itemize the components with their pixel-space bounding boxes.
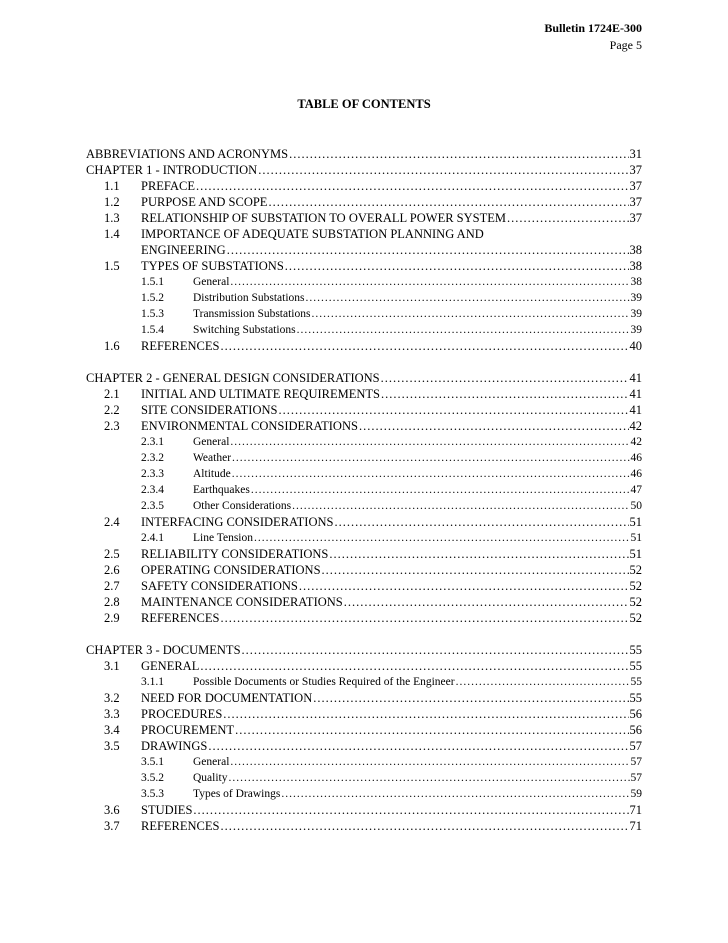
toc-entry-number: 2.3.2	[141, 452, 164, 464]
toc-entry-title: CHAPTER 2 - GENERAL DESIGN CONSIDERATIONS	[86, 371, 380, 385]
section-gap	[86, 626, 642, 642]
toc-entry-title: Line Tension	[193, 532, 253, 544]
toc-entry-number: 2.1	[104, 387, 120, 401]
toc-entry-number: 3.2	[104, 691, 120, 705]
dot-leader	[251, 482, 630, 498]
toc-entry[interactable]	[86, 466, 642, 482]
toc-entry-page: 38	[629, 259, 642, 273]
dot-leader	[232, 450, 629, 466]
dot-leader	[268, 194, 628, 210]
toc-entry-title: Transmission Substations	[193, 308, 311, 320]
toc-entry-page: 56	[629, 707, 642, 721]
toc-entry[interactable]	[86, 722, 642, 738]
dot-leader	[292, 498, 629, 514]
toc-entry-number: 1.5.1	[141, 276, 164, 288]
toc-entry-page: 56	[629, 723, 642, 737]
toc-entry-page: 57	[630, 772, 642, 784]
toc-entry-page: 41	[629, 403, 642, 417]
toc-entry-title: REFERENCES	[141, 339, 220, 353]
dot-leader	[254, 530, 630, 546]
toc-entry[interactable]	[86, 802, 642, 818]
toc-entry-number: 2.9	[104, 611, 120, 625]
toc-entry-number: 1.5.4	[141, 324, 164, 336]
toc-entry-title: ENVIRONMENTAL CONSIDERATIONS	[141, 419, 358, 433]
toc-entry[interactable]	[86, 194, 642, 210]
dot-leader	[230, 274, 629, 290]
toc-entry-page: 39	[630, 324, 642, 336]
dot-leader	[334, 514, 628, 530]
toc-entry-title: Weather	[193, 452, 232, 464]
toc-entry-title: PROCUREMENT	[141, 723, 235, 737]
toc-entry-title: STUDIES	[141, 803, 193, 817]
toc-entry-title: Types of Drawings	[193, 788, 281, 800]
toc-entry[interactable]	[86, 786, 642, 802]
toc-entry[interactable]	[86, 146, 642, 162]
toc-entry-number: 1.1	[104, 179, 120, 193]
dot-leader	[227, 242, 629, 258]
toc-entry-title: SITE CONSIDERATIONS	[141, 403, 278, 417]
toc-entry-title: General	[193, 756, 230, 768]
dot-leader	[242, 642, 629, 658]
toc-entry-title: CHAPTER 1 - INTRODUCTION	[86, 163, 258, 177]
toc-entry[interactable]	[86, 386, 642, 402]
toc-entry-continuation[interactable]	[86, 242, 642, 258]
dot-leader	[381, 386, 629, 402]
toc-entry-title: ABBREVIATIONS AND ACRONYMS	[86, 147, 289, 161]
toc-entry-page: 71	[629, 803, 642, 817]
toc-entry-title: Earthquakes	[193, 484, 250, 496]
toc-entry-page: 71	[629, 819, 642, 833]
toc-entry[interactable]	[86, 370, 642, 386]
toc-entry-number: 3.5.2	[141, 772, 164, 784]
section-gap	[86, 354, 642, 370]
toc-entry-number: 2.4	[104, 515, 120, 529]
toc-entry-number: 1.2	[104, 195, 120, 209]
dot-leader	[381, 370, 629, 386]
toc-entry-number: 3.7	[104, 819, 120, 833]
toc-entry-title: PURPOSE AND SCOPE	[141, 195, 268, 209]
toc-entry-number: 1.5	[104, 259, 120, 273]
toc-entry[interactable]	[86, 562, 642, 578]
dot-leader	[299, 578, 629, 594]
dot-leader	[200, 658, 628, 674]
toc-entry[interactable]	[86, 290, 642, 306]
dot-leader	[289, 146, 628, 162]
toc-entry-title: RELATIONSHIP OF SUBSTATION TO OVERALL POWER SYSTEM	[141, 211, 506, 225]
toc-entry-page: 47	[630, 484, 642, 496]
toc-entry-title: INITIAL AND ULTIMATE REQUIREMENTS	[141, 387, 380, 401]
toc-entry-number: 2.8	[104, 595, 120, 609]
toc-entry-page: 31	[629, 147, 642, 161]
dot-leader	[456, 674, 630, 690]
toc-entry-page: 52	[629, 579, 642, 593]
toc-entry[interactable]	[86, 546, 642, 562]
toc-entry[interactable]	[86, 690, 642, 706]
toc-entry-number: 3.1.1	[141, 676, 164, 688]
toc-entry-title: TYPES OF SUBSTATIONS	[141, 259, 284, 273]
toc-entry-title: Distribution Substations	[193, 292, 305, 304]
toc-entry-number: 2.3.5	[141, 500, 164, 512]
toc-entry-number: 1.5.3	[141, 308, 164, 320]
dot-leader	[221, 610, 629, 626]
toc-entry-page: 37	[629, 211, 642, 225]
toc-entry-title: General	[193, 436, 230, 448]
toc-entry-title: REFERENCES	[141, 611, 220, 625]
toc-entry[interactable]	[86, 274, 642, 290]
toc-entry-title: REFERENCES	[141, 819, 220, 833]
dot-leader	[322, 562, 629, 578]
toc-entry-page: 46	[630, 452, 642, 464]
toc-entry-title: INTERFACING CONSIDERATIONS	[141, 515, 334, 529]
toc-entry-title: RELIABILITY CONSIDERATIONS	[141, 547, 329, 561]
dot-leader	[223, 706, 628, 722]
toc-entry[interactable]	[86, 258, 642, 274]
toc-entry-page: 41	[629, 387, 642, 401]
toc-entry-title: PREFACE	[141, 179, 195, 193]
page-number: Page 5	[609, 38, 642, 52]
toc-entry-number: 2.3.4	[141, 484, 164, 496]
toc-entry[interactable]	[86, 482, 642, 498]
dot-leader	[235, 722, 628, 738]
toc-entry[interactable]	[86, 754, 642, 770]
toc-entry-number: 3.3	[104, 707, 120, 721]
toc-entry-title: Altitude	[193, 468, 231, 480]
toc-entry-page: 37	[629, 179, 642, 193]
dot-leader	[230, 434, 629, 450]
toc-entry-page: 57	[630, 756, 642, 768]
dot-leader	[313, 690, 628, 706]
toc-entry[interactable]	[86, 578, 642, 594]
toc-entry-number: 3.5	[104, 739, 120, 753]
toc-entry[interactable]	[86, 514, 642, 530]
bulletin-number: Bulletin 1724E-300	[544, 21, 642, 35]
toc-entry-number: 3.6	[104, 803, 120, 817]
dot-leader	[208, 738, 628, 754]
toc-entry-page: 55	[629, 643, 642, 657]
toc-entry[interactable]	[86, 818, 642, 834]
toc-entry-page: 39	[630, 308, 642, 320]
toc-entry[interactable]	[86, 450, 642, 466]
toc-entry-number: 3.5.1	[141, 756, 164, 768]
toc-entry-number: 1.4	[104, 227, 120, 241]
toc-entry-title: IMPORTANCE OF ADEQUATE SUBSTATION PLANNING AND	[141, 227, 484, 241]
toc-entry-number: 2.6	[104, 563, 120, 577]
dot-leader	[329, 546, 628, 562]
toc-entry-number: 2.7	[104, 579, 120, 593]
toc-entry-page: 55	[630, 676, 642, 688]
toc-entry-page: 55	[629, 659, 642, 673]
table-of-contents	[86, 146, 642, 834]
toc-entry-title: Possible Documents or Studies Required of the Engineer	[193, 676, 455, 688]
toc-entry-title: Other Considerations	[193, 500, 292, 512]
toc-entry-number: 2.3.1	[141, 436, 164, 448]
dot-leader	[221, 818, 629, 834]
toc-entry[interactable]	[86, 178, 642, 194]
toc-entry-title: ENGINEERING	[141, 243, 226, 257]
toc-entry-number: 2.5	[104, 547, 120, 561]
toc-entry-title: General	[193, 276, 230, 288]
dot-leader	[221, 338, 629, 354]
toc-entry-page: 51	[630, 532, 642, 544]
toc-entry[interactable]	[86, 210, 642, 226]
toc-entry-title: DRAWINGS	[141, 739, 208, 753]
toc-entry[interactable]	[86, 594, 642, 610]
toc-entry-title: Quality	[193, 772, 228, 784]
toc-entry-number: 2.3.3	[141, 468, 164, 480]
dot-leader	[297, 322, 630, 338]
toc-entry[interactable]	[86, 338, 642, 354]
toc-entry-page: 37	[629, 195, 642, 209]
toc-entry[interactable]	[86, 738, 642, 754]
toc-entry-number: 1.3	[104, 211, 120, 225]
dot-leader	[285, 258, 629, 274]
toc-entry[interactable]	[86, 770, 642, 786]
toc-entry-number: 3.5.3	[141, 788, 164, 800]
toc-entry-number: 2.3	[104, 419, 120, 433]
dot-leader	[359, 418, 629, 434]
toc-entry-number: 2.4.1	[141, 532, 164, 544]
dot-leader	[311, 306, 629, 322]
toc-entry-page: 57	[629, 739, 642, 753]
toc-entry[interactable]	[86, 306, 642, 322]
toc-entry[interactable]	[86, 674, 642, 690]
toc-entry-page: 37	[629, 163, 642, 177]
toc-entry-title: GENERAL	[141, 659, 200, 673]
dot-leader	[196, 178, 629, 194]
toc-entry[interactable]	[86, 434, 642, 450]
toc-entry-page: 40	[629, 339, 642, 353]
toc-entry-page: 38	[630, 276, 642, 288]
dot-leader	[507, 210, 629, 226]
toc-entry-page: 38	[629, 243, 642, 257]
toc-entry-title: Switching Substations	[193, 324, 296, 336]
toc-entry-page: 42	[630, 436, 642, 448]
toc-entry-number: 1.5.2	[141, 292, 164, 304]
toc-entry-page: 46	[630, 468, 642, 480]
toc-entry-title: OPERATING CONSIDERATIONS	[141, 563, 321, 577]
toc-entry-page: 52	[629, 563, 642, 577]
dot-leader	[232, 466, 630, 482]
toc-entry-number: 3.1	[104, 659, 120, 673]
toc-entry[interactable]	[86, 530, 642, 546]
toc-title: TABLE OF CONTENTS	[297, 97, 431, 111]
dot-leader	[278, 402, 628, 418]
toc-entry[interactable]	[86, 162, 642, 178]
toc-entry-number: 2.2	[104, 403, 120, 417]
toc-entry-page: 55	[629, 691, 642, 705]
toc-entry[interactable]	[86, 402, 642, 418]
dot-leader	[344, 594, 629, 610]
dot-leader	[193, 802, 628, 818]
dot-leader	[306, 290, 630, 306]
dot-leader	[258, 162, 628, 178]
toc-entry-number: 1.6	[104, 339, 120, 353]
toc-entry[interactable]	[86, 322, 642, 338]
toc-entry-page: 42	[629, 419, 642, 433]
toc-entry-page: 52	[629, 595, 642, 609]
toc-entry[interactable]	[86, 498, 642, 514]
dot-leader	[230, 754, 629, 770]
page-header	[544, 20, 642, 54]
toc-entry-page: 51	[629, 515, 642, 529]
toc-entry-number: 3.4	[104, 723, 120, 737]
toc-entry-page: 51	[629, 547, 642, 561]
toc-entry-title: MAINTENANCE CONSIDERATIONS	[141, 595, 343, 609]
toc-entry[interactable]	[86, 418, 642, 434]
toc-entry[interactable]	[86, 610, 642, 626]
toc-entry-page: 59	[630, 788, 642, 800]
toc-entry-page: 39	[630, 292, 642, 304]
toc-entry-title: SAFETY CONSIDERATIONS	[141, 579, 298, 593]
toc-entry-title: CHAPTER 3 - DOCUMENTS	[86, 643, 241, 657]
toc-entry-page: 41	[629, 371, 642, 385]
dot-leader	[281, 786, 629, 802]
toc-entry-page: 50	[630, 500, 642, 512]
toc-entry-page: 52	[629, 611, 642, 625]
toc-entry[interactable]	[86, 642, 642, 658]
toc-entry-title: NEED FOR DOCUMENTATION	[141, 691, 313, 705]
toc-entry-title: PROCEDURES	[141, 707, 223, 721]
dot-leader	[229, 770, 630, 786]
toc-entry[interactable]	[86, 658, 642, 674]
toc-entry[interactable]	[86, 706, 642, 722]
toc-entry[interactable]	[86, 226, 642, 242]
